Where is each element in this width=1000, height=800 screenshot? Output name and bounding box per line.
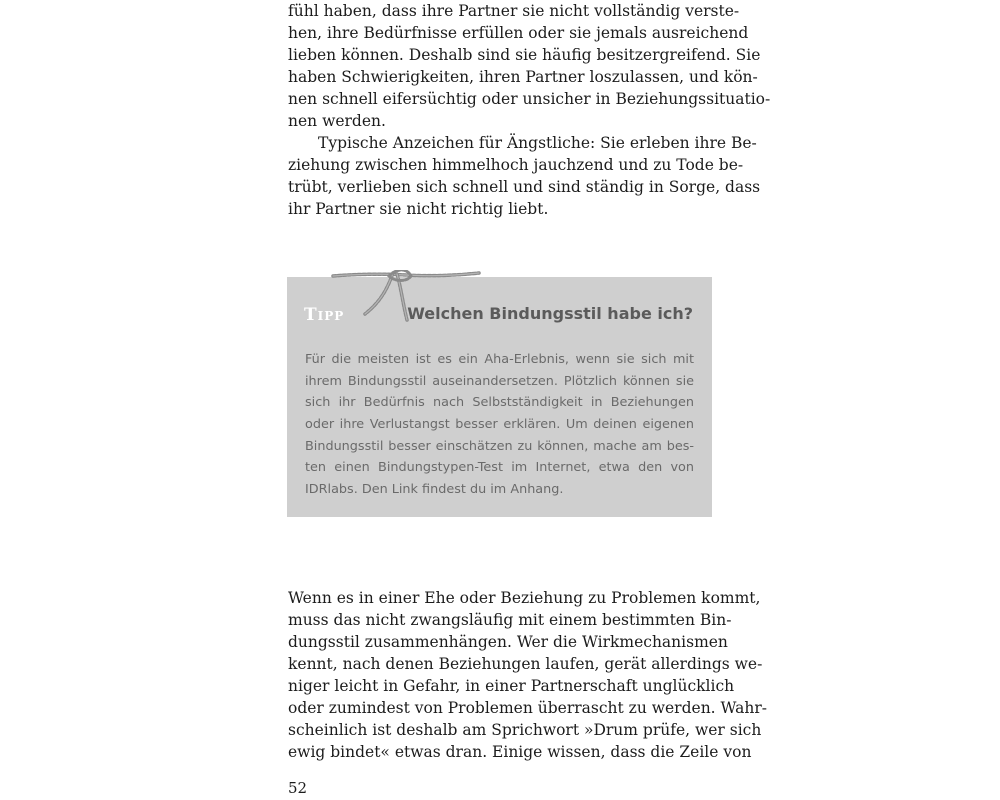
text-line: ewig bindet« etwas dran. Einige wissen, dass die Zeile von [288, 743, 752, 761]
tip-body-line: sich ihr Bedürfnis nach Selbstständigkeit in Beziehungen [305, 395, 694, 411]
text-line: ihr Partner sie nicht richtig liebt. [288, 200, 549, 218]
page-number: 52 [288, 779, 308, 797]
text-line: kennt, nach denen Beziehungen laufen, gerät allerdings we- [288, 655, 763, 673]
bottom-text-block [288, 587, 767, 763]
text-line: oder zumindest von Problemen überrascht zu werden. Wahr- [288, 699, 767, 717]
tip-box [287, 277, 712, 517]
text-line: Typische Anzeichen für Ängstliche: Sie erleben ihre Be- [318, 134, 757, 152]
tip-body-line: IDRlabs. Den Link findest du im Anhang. [305, 482, 564, 498]
tip-body-line: Für die meisten ist es ein Aha-Erlebnis, wenn sie sich mit [305, 352, 694, 367]
tip-body-line: oder ihre Verlustangst besser erklären. Um deinen eigenen [305, 417, 694, 433]
tip-body [305, 349, 694, 501]
text-line: fühl haben, dass ihre Partner sie nicht vollständig verste- [288, 2, 740, 20]
text-line: ziehung zwischen himmelhoch jauchzend und zu Tode be- [288, 156, 744, 174]
text-line: lieben können. Deshalb sind sie häufig besitzergreifend. Sie [288, 46, 761, 64]
text-line: nen werden. [288, 112, 386, 130]
tip-body-line: Bindungsstil besser einschätzen zu können, mache am bes- [305, 438, 694, 454]
tip-label: Tipp [304, 305, 345, 325]
text-line: trübt, verlieben sich schnell und sind ständig in Sorge, dass [288, 178, 761, 196]
text-line: scheinlich ist deshalb am Sprichwort »Drum prüfe, wer sich [288, 721, 762, 739]
tip-body-line: ten einen Bindungstypen-Test im Internet, etwa den von [305, 460, 694, 476]
text-line: hen, ihre Bedürfnisse erfüllen oder sie jemals ausreichend [288, 24, 749, 42]
tip-body-line: ihrem Bindungsstil auseinandersetzen. Plötzlich können sie [305, 373, 694, 389]
text-line: dungsstil zusammenhängen. Wer die Wirkmechanismen [288, 633, 728, 651]
text-line: muss das nicht zwangsläufig mit einem bestimmten Bin- [288, 611, 732, 629]
text-line: Wenn es in einer Ehe oder Beziehung zu Problemen kommt, [288, 589, 761, 607]
top-text-block [288, 0, 771, 220]
text-line: nen schnell eifersüchtig oder unsicher in Beziehungssituatio- [288, 90, 771, 108]
text-line: niger leicht in Gefahr, in einer Partnerschaft unglücklich [288, 677, 735, 695]
tip-title: Welchen Bindungsstil habe ich? [407, 304, 693, 323]
text-line: haben Schwierigkeiten, ihren Partner loszulassen, und kön- [288, 68, 758, 86]
